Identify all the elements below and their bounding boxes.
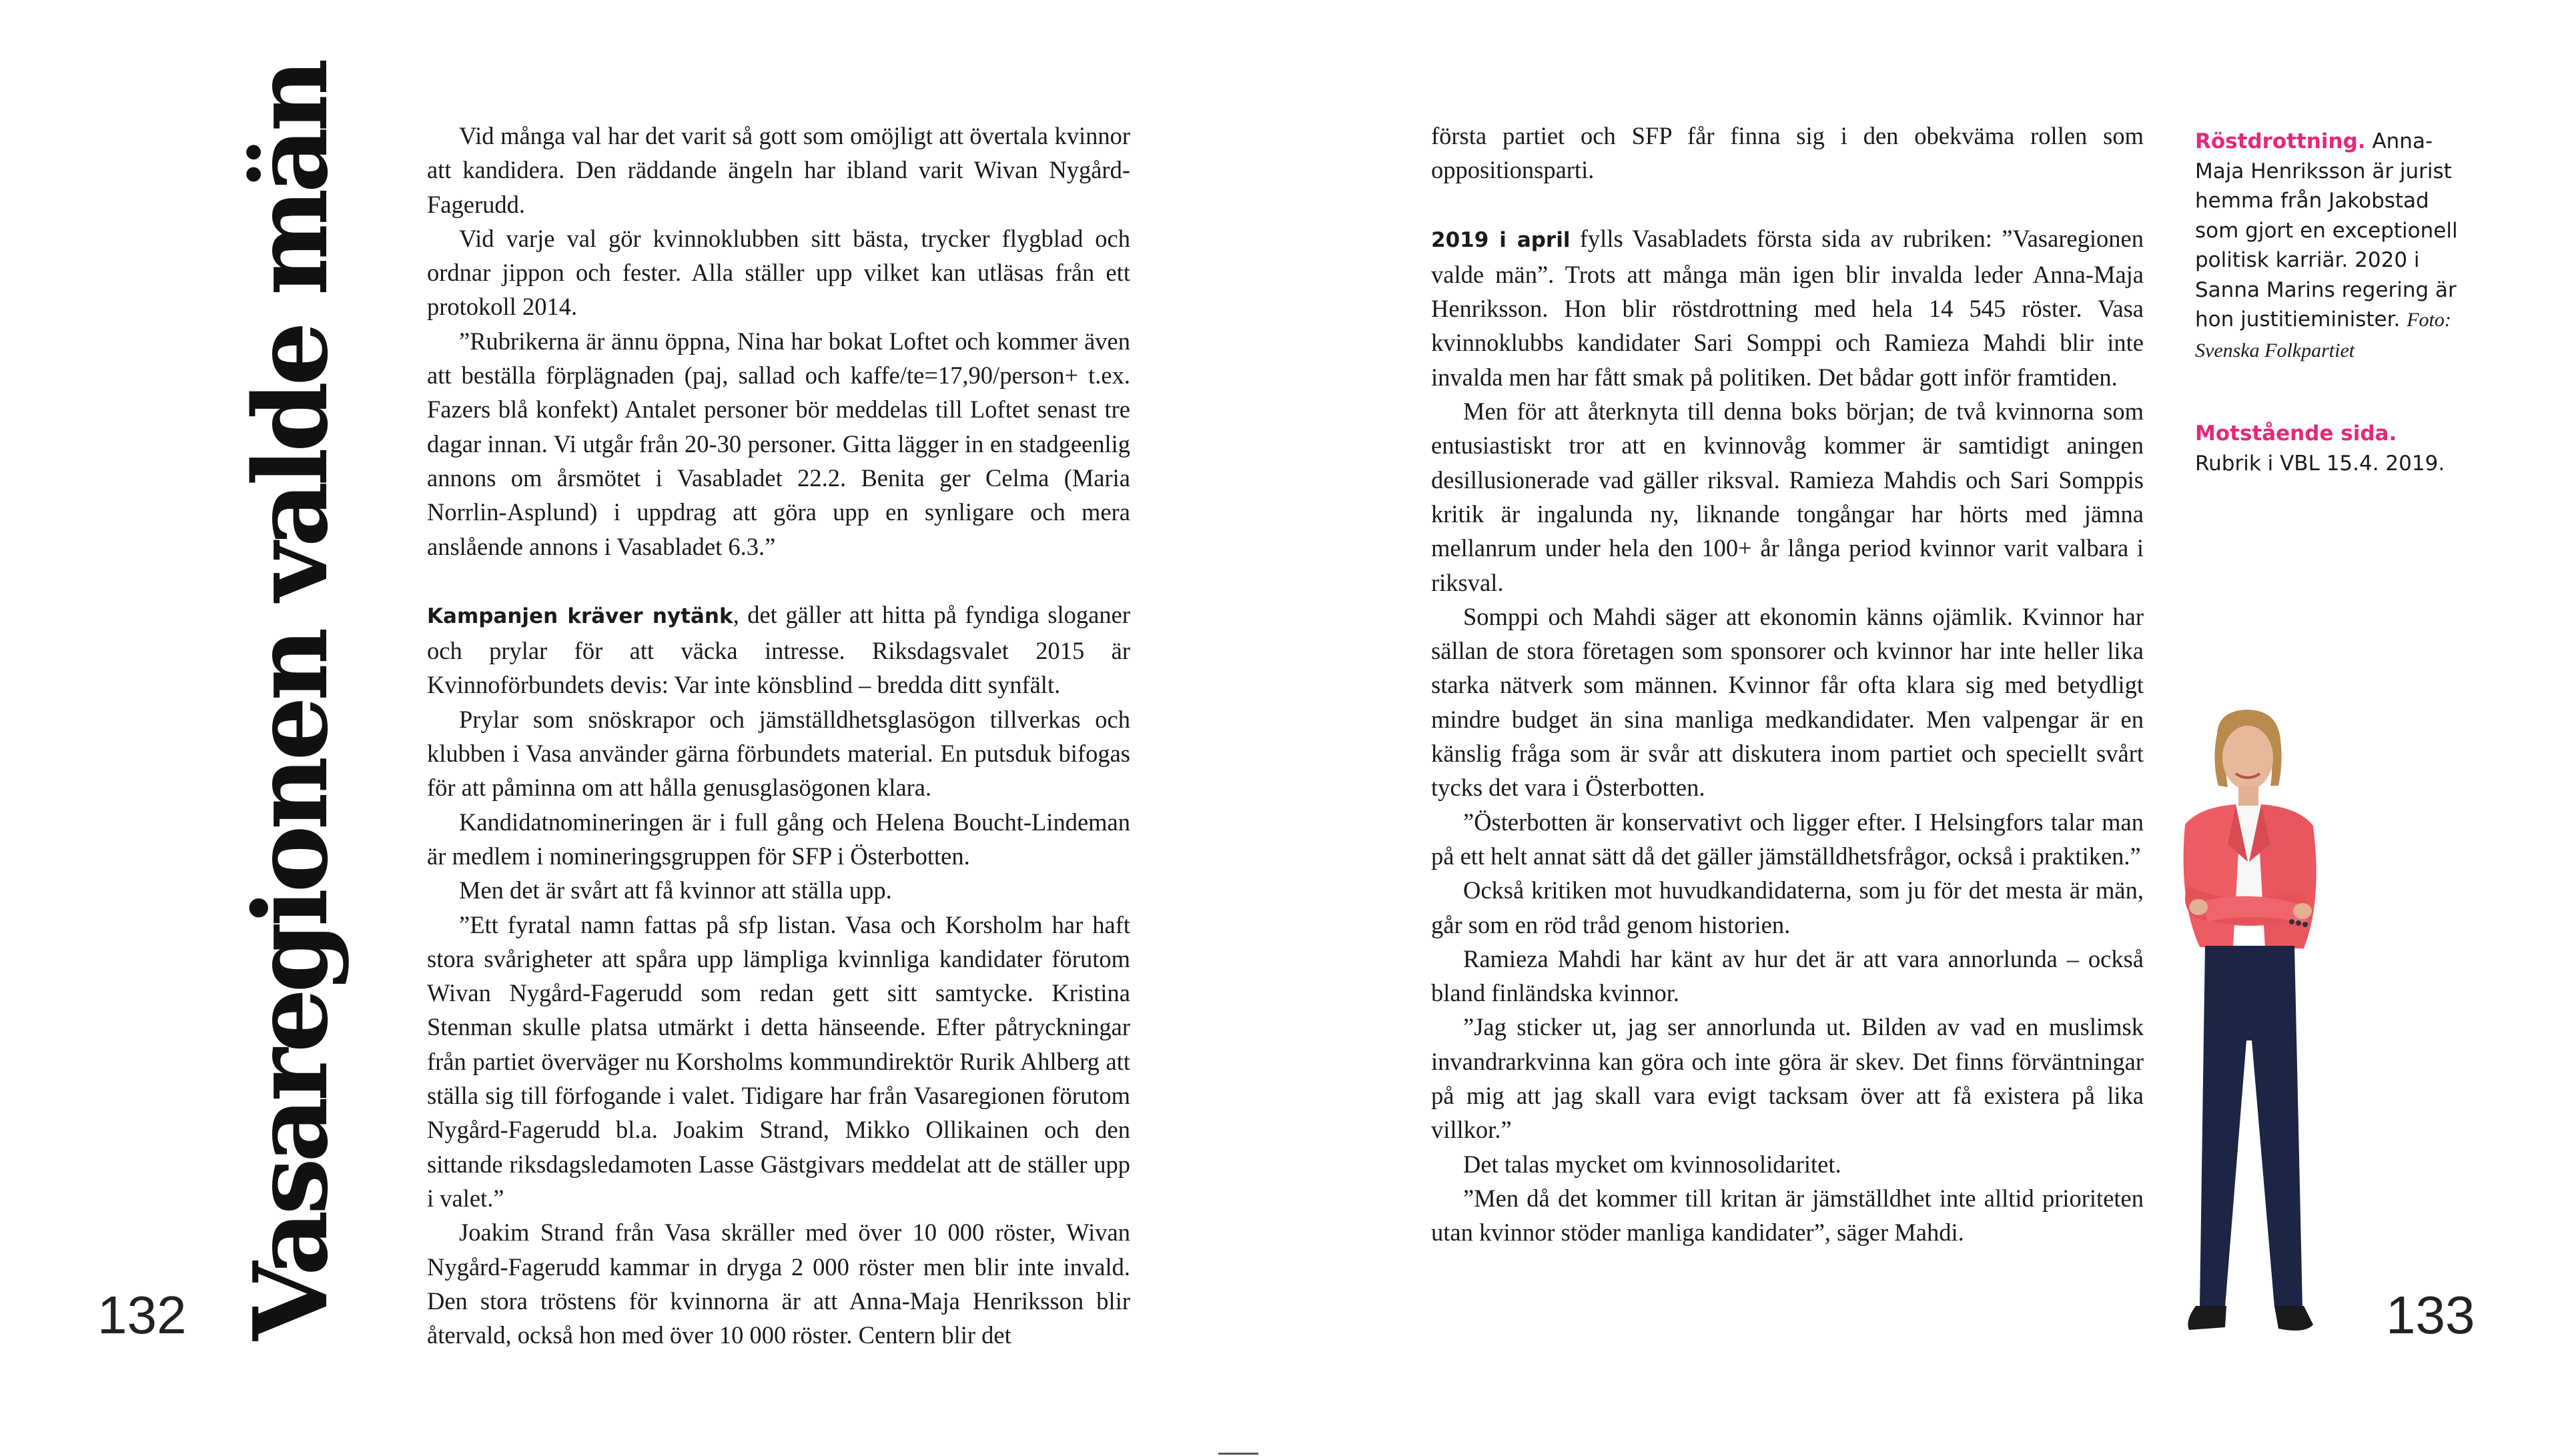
paragraph: Vid många val har det varit så gott som omöjligt att övertala kvinnor att kandidera. Den räddande ängeln har ibland varit Wivan Nygård-Fagerudd. [427, 122, 1130, 218]
page-number-left: 132 [97, 1285, 187, 1345]
paragraph: ”Rubrikerna är ännu öppna, Nina har bokat Loftet och kommer även att beställa förplägnaden (paj, sallad och kaffe/te=17,90/person+ t.ex. Fazers blå konfekt) Antalet personer bör meddelas till Loftet senast tre dagar innan. Vi utgår från 20-30 personer. Gitta lägger in en stadgeenlig annons om årsmötet i Vasabladet 22.2. Benita ger Celma (Maria Norrlin-Asplund) i uppdrag att göra upp en synligare och mera anslående annons i Vasabladet 6.3.” [427, 327, 1130, 560]
caption-lead: Motstående sida. [2195, 422, 2397, 446]
paragraph: Joakim Strand från Vasa skräller med över 10 000 röster, Wivan Nygård-Fagerudd kammar in dryga 2 000 röster men blir inte invald. Den stora tröstens för kvinnorna är att Anna-Maja Henriksson blir återvald, också hon med över 10 000 röster. Centern blir det [427, 1219, 1130, 1349]
paragraph: ”Österbotten är konservativt och ligger efter. I Helsingfors talar man på ett helt annat sätt då det gäller jämställdhetsfrågor, också i praktiken.” [1431, 808, 2144, 870]
paragraph: ”Men då det kommer till kritan är jämställdhet inte alltid prioriteten utan kvinnor stöder manliga kandidater”, säger Mahdi. [1431, 1184, 2144, 1247]
page-number-right: 133 [2386, 1285, 2475, 1345]
paragraph: Vid varje val gör kvinnoklubben sitt bästa, trycker flygblad och ordnar jippon och fester. Alla ställer upp vilket kan utläsas från ett protokoll 2014. [427, 224, 1130, 321]
left-text-column [427, 119, 1130, 1352]
paragraph: Men det är svårt att få kvinnor att ställa upp. [459, 876, 892, 904]
paragraph: Också kritiken mot huvudkandidaterna, som ju för det mesta är män, går som en röd tråd genom historien. [1431, 876, 2144, 938]
facing-page-caption [2195, 419, 2475, 478]
paragraph: Men för att återknyta till denna boks början; de två kvinnorna som entusiastiskt tror att en kvinnovåg kommer är samtidigt aningen desillusionerade vad gäller riksval. Ramieza Mahdis och Sari Somppis kritik är ingalunda ny, liknande tongångar har hörts med jämna mellanrum under hela den 100+ år långa period kvinnor varit valbara i riksval. [1431, 398, 2144, 596]
right-text-column [1431, 119, 2144, 1250]
section-lead: 2019 i april [1431, 227, 1571, 252]
paragraph: ”Jag sticker ut, jag ser annorlunda ut. Bilden av vad en muslimsk invandrarkvinna kan göra och inte göra är skev. Det finns förväntningar på mig att jag skall vara evigt tacksam över att få existera på lika villkor.” [1431, 1013, 2144, 1144]
caption-lead: Röstdrottning. [2195, 129, 2366, 153]
section-lead-rest: fylls Vasabladets första sida av rubriken: ”Vasaregionen valde män”. Trots att många män igen blir invalda leder Anna-Maja Henriksson. Hon blir röstdrottning med hela 14 545 röster. Vasa kvinnoklubbs kandidater Sari Somppi och Ramieza Mahdi blir inte invalda men har fått smak på politiken. Det bådar gott inför framtiden. [1431, 224, 2144, 391]
caption-text: Anna-Maja Henriksson är jurist hemma från Jakobstad som gjort en exceptionell politisk karriär. 2020 i Sanna Marins regering är hon justitieminister. [2195, 129, 2458, 331]
portrait-photo [2138, 707, 2359, 1341]
section-paragraph [1431, 221, 2144, 394]
paragraph: Det talas mycket om kvinnosolidaritet. [1463, 1150, 1841, 1178]
section-lead: Kampanjen kräver nytänk [427, 604, 733, 628]
page-divider-mark [1218, 1453, 1258, 1455]
caption-text: Rubrik i VBL 15.4. 2019. [2195, 451, 2445, 476]
section-lead-rest: , det gäller att hitta på fyndiga sloganer och prylar för att väcka intresse. Riksdagsvalet 2015 är Kvinnoförbundets devis: Var inte könsblind – bredda ditt synfält. [427, 600, 1130, 699]
paragraph: Prylar som snöskrapor och jämställdhetsglasögon tillverkas och klubben i Vasa använder gärna förbundets material. En putsduk bifogas för att påminna om att hålla genusglasögonen klara. [427, 705, 1130, 802]
paragraph: Ramieza Mahdi har känt av hur det är att vara annorlunda – också bland finländska kvinnor. [1431, 944, 2144, 1007]
paragraph: Kandidatnomineringen är i full gång och Helena Boucht-Lindeman är medlem i nomineringsgruppen för SFP i Österbotten. [427, 808, 1130, 870]
photo-credit: Foto: Svenska Folkpartiet [2195, 309, 2451, 361]
paragraph: Somppi och Mahdi säger att ekonomin känns ojämlik. Kvinnor har sällan de stora företagen som sponsorer och kvinnor har inte heller lika starka nätverk som männen. Kvinnor får ofta klara sig med betydligt mindre budget än sina manliga medkandidater. Men valpengar är en känslig fråga som är svår att diskutera inom partiet och speciellt svårt tycks det vara i Österbotten. [1431, 602, 2144, 802]
chapter-title: Vasaregionen valde män [231, 63, 350, 1341]
paragraph: ”Ett fyratal namn fattas på sfp listan. Vasa och Korsholm har haft stora svårigheter att spåra upp lämpliga kvinnliga kandidater förutom Wivan Nygård-Fagerudd som redan gett sitt samtycke. Kristina Stenman skulle platsa utmärkt i detta hänseende. Efter påtryckningar från partiet överväger nu Korsholms kommundirektör Rurik Ahlberg att ställa sig till förfogande i valet. Tidigare har från Vasaregionen förutom Nygård-Fagerudd bl.a. Joakim Strand, Mikko Ollikainen och den sittande riksdagsledamoten Lasse Gästgivars meddelat att de ställer upp i valet.” [427, 910, 1130, 1212]
section-paragraph [427, 598, 1130, 702]
photo-caption [2195, 127, 2475, 366]
continuation-paragraph: första partiet och SFP får finna sig i den obekväma rollen som oppositionsparti. [1431, 122, 2144, 184]
